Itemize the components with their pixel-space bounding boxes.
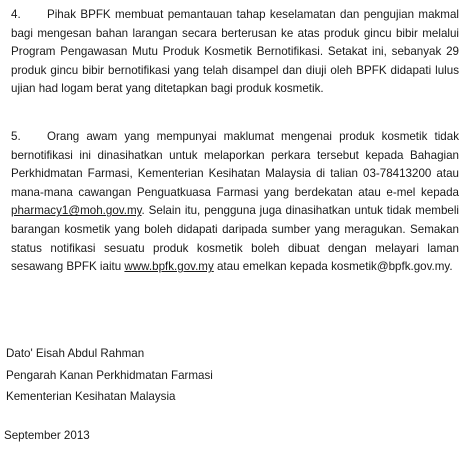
paragraph-5-line-5-text: . Selain itu, pengguna juga dinasihatkan untuk tidak membeli <box>141 204 459 218</box>
paragraph-5-line-6: barangan kosmetik yang boleh didapati daripada sumber yang meragukan. Semakan <box>11 222 459 236</box>
document-date: September 2013 <box>4 429 90 442</box>
paragraph-5-line-1-text: Orang awam yang mempunyai maklumat mengenai produk kosmetik tidak <box>47 130 459 143</box>
paragraph-5-line-2: bernotifikasi ini dinasihatkan untuk melaporkan perkara tersebut kepada Bahagian <box>11 148 459 162</box>
paragraph-5-line-4: mana-mana cawangan Penguatkuasa Farmasi yang berdekatan atau e-mel kepada <box>11 185 459 199</box>
paragraph-5-line-8-prefix: sesawang BPFK iaitu <box>11 260 125 274</box>
paragraph-5-line-8-suffix: atau emelkan kepada kosmetik@bpfk.gov.my. <box>213 260 453 274</box>
paragraph-5 <box>11 128 459 277</box>
signature-block <box>6 345 213 407</box>
paragraph-4-line-2: bagi mengesan bahan larangan secara berterusan ke atas produk gincu bibir melalui <box>11 26 459 40</box>
paragraph-5-line-3: Perkhidmatan Farmasi, Kementerian Kesihatan Malaysia di talian 03-78413200 atau <box>11 167 459 181</box>
paragraph-5-line-5 <box>11 202 459 221</box>
paragraph-4 <box>11 6 459 99</box>
paragraph-4-number: 4. <box>11 8 21 21</box>
email-link[interactable]: pharmacy1@moh.gov.my <box>11 204 142 218</box>
paragraph-5-line-1 <box>11 128 459 147</box>
website-link[interactable]: www.bpfk.gov.my <box>124 260 214 274</box>
paragraph-5-line-7: status notifikasi sesuatu produk kosmetik boleh dibuat dengan melayari laman <box>11 241 459 255</box>
paragraph-4-line-5: ujian had logam berat yang ditetapkan bagi produk kosmetik. <box>11 82 324 96</box>
paragraph-5-line-8 <box>11 258 459 277</box>
signatory-title: Pengarah Kanan Perkhidmatan Farmasi <box>6 368 213 382</box>
paragraph-5-number: 5. <box>11 130 21 143</box>
paragraph-4-line-1-text: Pihak BPFK membuat pemantauan tahap keselamatan dan pengujian makmal <box>47 8 459 21</box>
paragraph-4-line-3: Program Pengawasan Mutu Produk Kosmetik Bernotifikasi. Setakat ini, sebanyak 29 <box>11 45 459 59</box>
paragraph-4-line-4: produk gincu bibir bernotifikasi yang telah disampel dan diuji oleh BPFK didapati lulus <box>11 63 459 77</box>
signatory-name: Dato' Eisah Abdul Rahman <box>6 347 145 360</box>
paragraph-4-line-1 <box>11 6 459 25</box>
signatory-ministry: Kementerian Kesihatan Malaysia <box>6 390 176 404</box>
